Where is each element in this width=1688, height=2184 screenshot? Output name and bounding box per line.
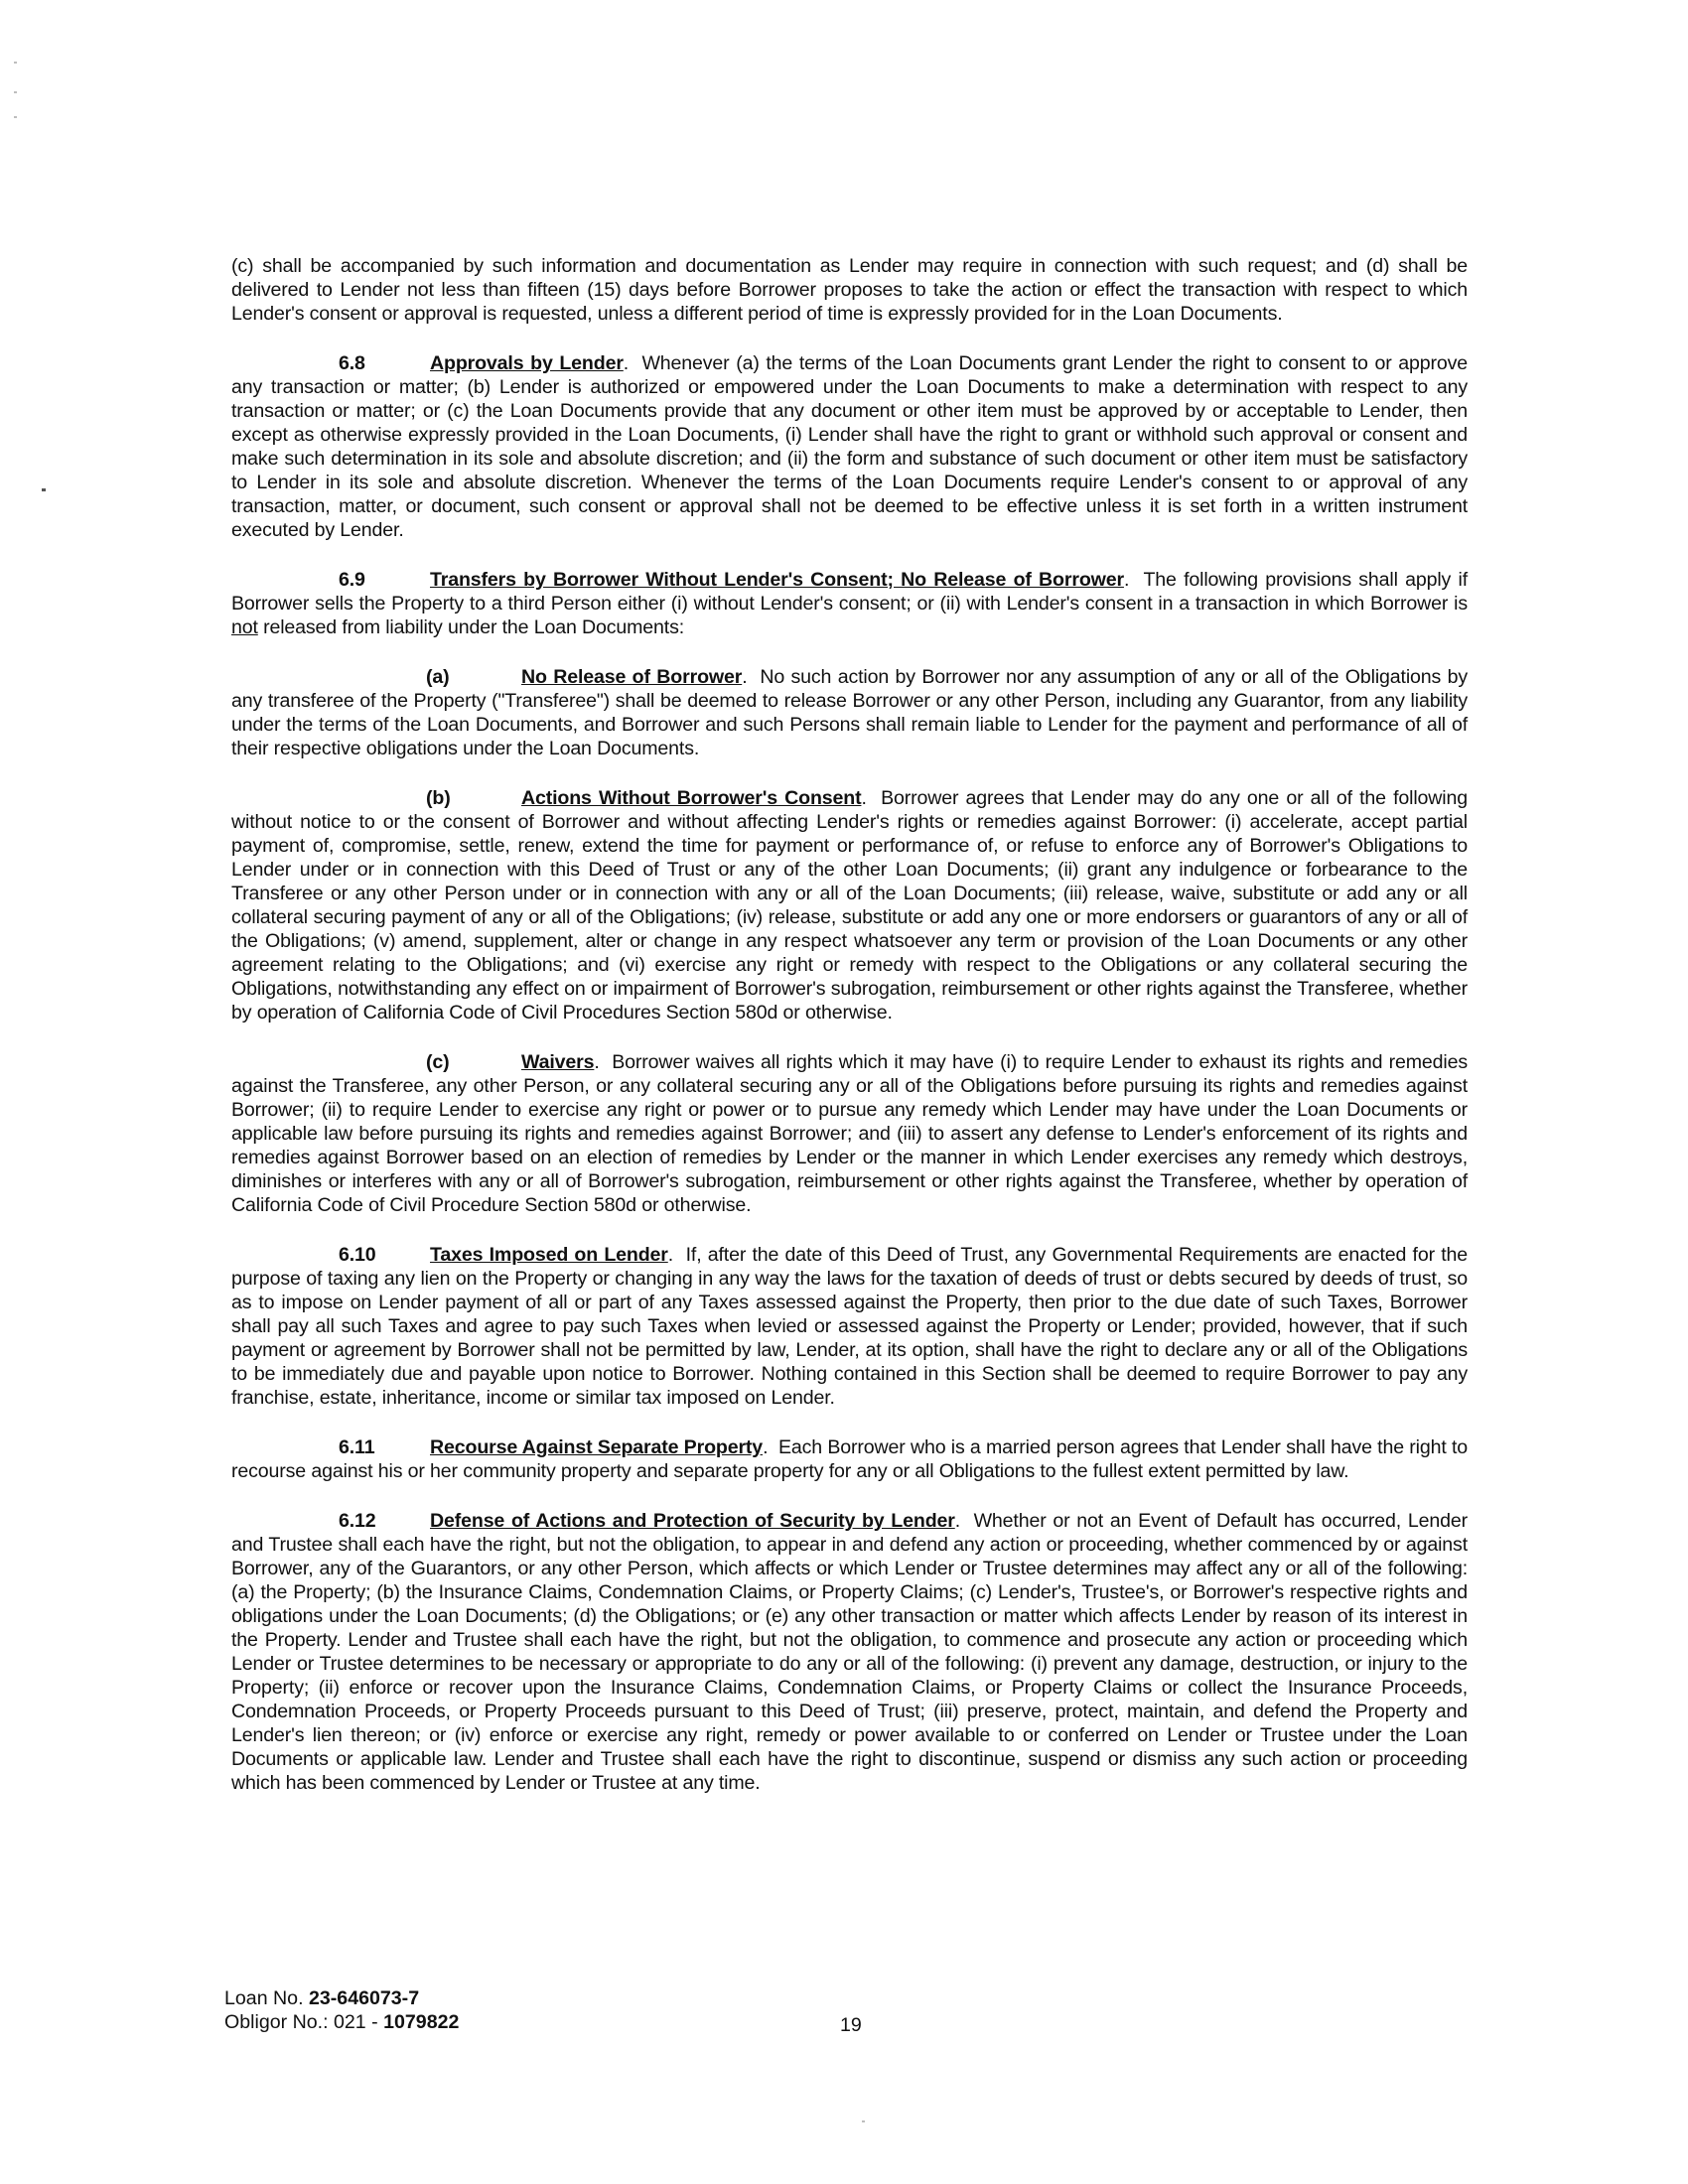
section-6-9-b: (b) Actions Without Borrower's Consent. Borrower agrees that Lender may do any one or all of the following without notice to or the consent of Borrower and without affecting Lender's rights or remedies against Borrower: (i) accelerate, accept partial payment of, compromise, settle, renew, extend the time for payment or performance of, or refuse to enforce any of Borrower's Obligations to Lender under or in connection with this Deed of Trust or any of the other Loan Documents; (ii) grant any indulgence or forbearance to the Transferee or any other Person under or in connection with any or all of the Loan Documents; (iii) release, waive, substitute or add any or all collateral securing payment of any or all of the Obligations; (iv) release, substitute or add any one or more endorsers or guarantors of any or all of the Obligations; (v) amend, supplement, alter or change in any respect whatsoever any term or provision of the Loan Documents or any other agreement relating to the Obligations; and (vi) exercise any right or remedy with respect to the Obligations or any collateral securing the Obligations, notwithstanding any effect on or impairment of Borrower's subrogation, reimbursement or other rights against the Transferee, whether by operation of California Code of Civil Procedures Section 580d or otherwise. (231, 787, 1468, 1024)
loan-number: 23-646073-7 (308, 1987, 420, 2009)
section-number: 6.9 (339, 569, 365, 591)
subsection-heading: Waivers (521, 1051, 595, 1073)
section-number: 6.8 (339, 352, 365, 374)
document-footer (224, 1986, 459, 2034)
section-number: 6.10 (339, 1244, 376, 1266)
section-6-9-a: (a) No Release of Borrower. No such action by Borrower nor any assumption of any or all of the Obligations by any transferee of the Property ("Transferee") shall be deemed to release Borrower or any other Person, including any Guarantor, from any liability under the terms of the Loan Documents, and Borrower and such Persons shall remain liable to Lender for the payment and performance of all of their respective obligations under the Loan Documents. (231, 666, 1468, 759)
loan-label: Loan No. (224, 1987, 304, 2009)
section-6-9: 6.9 Transfers by Borrower Without Lender's Consent; No Release of Borrower. The following provisions shall apply if Borrower sells the Property to a third Person either (i) without Lender's consent; or (ii) with Lender's consent in a transaction in which Borrower is not released from liability under the Loan Documents: (231, 569, 1468, 638)
section-6-9-c: (c) Waivers. Borrower waives all rights which it may have (i) to require Lender to exhaust its rights and remedies against the Transferee, any other Person, or any collateral securing any or all of the Obligations before pursuing its rights and remedies against Borrower; (ii) to require Lender to exercise any right or power or to pursue any remedy which Lender may have under the Loan Documents or applicable law before pursuing its rights and remedies against Borrower; and (iii) to assert any defense to Lender's enforcement of its rights and remedies against Borrower based on an election of remedies by Lender or the manner in which Lender exercises any remedy which destroys, diminishes or interferes with any or all of Borrower's subrogation, reimbursement or other rights against the Transferee, whether by operation of California Code of Civil Procedure Section 580d or otherwise. (231, 1051, 1468, 1216)
subsection-number: (b) (426, 787, 451, 809)
section-6-8: 6.8 Approvals by Lender. Whenever (a) the terms of the Loan Documents grant Lender the right to consent to or approve any transaction or matter; (b) Lender is authorized or empowered under the Loan Documents to make a determination with respect to any transaction or matter; or (c) the Loan Documents provide that any document or other item must be approved by or acceptable to Lender, then except as otherwise expressly provided in the Loan Documents, (i) Lender shall have the right to grant or withhold such approval or consent and make such determination in its sole and absolute discretion; and (ii) the form and substance of such document or other item must be satisfactory to Lender in its sole and absolute discretion. Whenever the terms of the Loan Documents require Lender's consent to or approval of any transaction, matter, or document, such consent or approval shall not be deemed to be effective unless it is set forth in a written instrument executed by Lender. (231, 352, 1468, 541)
section-number: 6.12 (339, 1510, 376, 1532)
obligor-number-line (224, 2010, 459, 2034)
section-heading: Transfers by Borrower Without Lender's Consent; No Release of Borrower (430, 569, 1124, 591)
subsection-number: (c) (426, 1051, 450, 1073)
document-body (231, 254, 1468, 1821)
section-body: Whenever (a) the terms of the Loan Documents grant Lender the right to consent to or approve any transaction or matter; (b) Lender is authorized or empowered under the Loan Documents to make a determination with respect to any transaction or matter; or (c) the Loan Documents provide that any document or other item must be approved by or acceptable to Lender, then except as otherwise expressly provided in the Loan Documents, (i) Lender shall have the right to grant or withhold such approval or consent and make such determination in its sole and absolute discretion; and (ii) the form and substance of such document or other item must be satisfactory to Lender in its sole and absolute discretion. Whenever the terms of the Loan Documents require Lender's consent to or approval of any transaction, matter, or document, such consent or approval shall not be deemed to be effective unless it is set forth in a written instrument executed by Lender. (231, 352, 1468, 541)
section-body-end: released from liability under the Loan Documents: (263, 616, 685, 638)
subsection-heading: No Release of Borrower (521, 666, 743, 688)
subsection-heading: Actions Without Borrower's Consent (521, 787, 862, 809)
section-body: The following provisions shall apply if Borrower sells the Property to a third Person either (i) without Lender's consent; or (ii) with Lender's consent in a transaction in which Borrower is (231, 569, 1468, 614)
page-number: 19 (840, 2014, 862, 2036)
subsection-body: Borrower waives all rights which it may have (i) to require Lender to exhaust its rights and remedies against the Transferee, any other Person, or any collateral securing any or all of the Obligations before pursuing its rights and remedies against Borrower; (ii) to require Lender to exercise any right or power or to pursue any remedy which Lender may have under the Loan Documents or applicable law before pursuing its rights and remedies against Borrower; and (iii) to assert any defense to Lender's enforcement of its rights and remedies against Borrower based on an election of remedies by Lender or the manner in which Lender exercises any remedy which destroys, diminishes or interferes with any or all of Borrower's subrogation, reimbursement or other rights against the Transferee, whether by operation of California Code of Civil Procedure Section 580d or otherwise. (231, 1051, 1468, 1216)
loan-number-line (224, 1986, 459, 2010)
emphasis-not: not (231, 616, 258, 638)
subsection-body: No such action by Borrower nor any assumption of any or all of the Obligations by any transferee of the Property ("Transferee") shall be deemed to release Borrower or any other Person, including any Guarantor, from any liability under the terms of the Loan Documents, and Borrower and such Persons shall remain liable to Lender for the payment and performance of all of their respective obligations under the Loan Documents. (231, 666, 1468, 759)
section-heading: Approvals by Lender (430, 352, 624, 374)
section-6-10: 6.10 Taxes Imposed on Lender. If, after the date of this Deed of Trust, any Governmental Requirements are enacted for the purpose of taxing any lien on the Property or changing in any way the laws for the taxation of deeds of trust or debts secured by deeds of trust, so as to impose on Lender payment of all or part of any Taxes assessed against the Property, then prior to the due date of such Taxes, Borrower shall pay all such Taxes and agree to pay such Taxes when levied or assessed against the Property or Lender; provided, however, that if such payment or agreement by Borrower shall not be permitted by law, Lender, at its option, shall have the right to declare any or all of the Obligations to be immediately due and payable upon notice to Borrower. Nothing contained in this Section shall be deemed to require Borrower to pay any franchise, estate, inheritance, income or similar tax imposed on Lender. (231, 1244, 1469, 1409)
section-body: Each Borrower who is a married person agrees that Lender shall have the right to recourse against his or her community property and separate property for any or all Obligations to the fullest extent permitted by law. (231, 1436, 1468, 1482)
obligor-number: 1079822 (383, 2011, 460, 2033)
subsection-body: Borrower agrees that Lender may do any one or all of the following without notice to or the consent of Borrower and without affecting Lender's rights or remedies against Borrower: (i) accelerate, accept partial payment of, compromise, settle, renew, extend the time for payment or performance of, or refuse to enforce any of Borrower's Obligations to Lender under or in connection with this Deed of Trust or any of the other Loan Documents; (ii) grant any indulgence or forbearance to the Transferee or any other Person under or in connection with any or all of the Loan Documents; (iii) release, waive, substitute or add any or all collateral securing payment of any or all of the Obligations; (iv) release, substitute or add any one or more endorsers or guarantors of any or all of the Obligations; (v) amend, supplement, alter or change in any respect whatsoever any term or provision of the Loan Documents or any other agreement relating to the Obligations; and (vi) exercise any right or remedy with respect to the Obligations or any collateral securing the Obligations, notwithstanding any effect on or impairment of Borrower's subrogation, reimbursement or other rights against the Transferee, whether by operation of California Code of Civil Procedures Section 580d or otherwise. (231, 787, 1468, 1024)
section-number: 6.11 (339, 1436, 375, 1458)
section-heading: Defense of Actions and Protection of Security by Lender (430, 1510, 955, 1532)
obligor-label: Obligor No.: 021 - (224, 2011, 378, 2033)
subsection-number: (a) (426, 666, 450, 688)
section-heading: Recourse Against Separate Property (430, 1436, 764, 1458)
section-body: Whether or not an Event of Default has occurred, Lender and Trustee shall each have the right, but not the obligation, to appear in and defend any action or proceeding, whether commenced by or against Borrower, any of the Guarantors, or any other Person, which affects or which Lender or Trustee determines may affect any or all of the following: (a) the Property; (b) the Insurance Claims, Condemnation Claims, or Property Claims; (c) Lender's, Trustee's, or Borrower's respective rights and obligations under the Loan Documents; (d) the Obligations; or (e) any other transaction or matter which affects Lender by reason of its interest in the Property. Lender and Trustee shall each have the right, but not the obligation, to commence and prosecute any action or proceeding which Lender or Trustee determines to be necessary or appropriate to do any or all of the following: (i) prevent any damage, destruction, or injury to the Property; (ii) enforce or recover upon the Insurance Claims, Condemnation Claims, or Property Claims or collect the Insurance Proceeds, Condemnation Proceeds, or Property Proceeds pursuant to this Deed of Trust; (iii) preserve, protect, maintain, and defend the Property and Lender's lien thereon; or (iv) enforce or exercise any right, remedy or power available to or conferred on Lender or Trustee under the Loan Documents or applicable law. Lender and Trustee shall each have the right to discontinue, suspend or dismiss any such action or proceeding which has been commenced by Lender or Trustee at any time. (231, 1510, 1468, 1794)
section-6-12: 6.12 Defense of Actions and Protection of Security by Lender. Whether or not an Event of Default has occurred, Lender and Trustee shall each have the right, but not the obligation, to appear in and defend any action or proceeding, whether commenced by or against Borrower, any of the Guarantors, or any other Person, which affects or which Lender or Trustee determines may affect any or all of the following: (a) the Property; (b) the Insurance Claims, Condemnation Claims, or Property Claims; (c) Lender's, Trustee's, or Borrower's respective rights and obligations under the Loan Documents; (d) the Obligations; or (e) any other transaction or matter which affects Lender by reason of its interest in the Property. Lender and Trustee shall each have the right, but not the obligation, to commence and prosecute any action or proceeding which Lender or Trustee determines to be necessary or appropriate to do any or all of the following: (i) prevent any damage, destruction, or injury to the Property; (ii) enforce or recover upon the Insurance Claims, Condemnation Claims, or Property Claims or collect the Insurance Proceeds, Condemnation Proceeds, or Property Proceeds pursuant to this Deed of Trust; (iii) preserve, protect, maintain, and defend the Property and Lender's lien thereon; or (iv) enforce or exercise any right, remedy or power available to or conferred on Lender or Trustee under the Loan Documents or applicable law. Lender and Trustee shall each have the right to discontinue, suspend or dismiss any such action or proceeding which has been commenced by Lender or Trustee at any time. (231, 1510, 1468, 1794)
continuation-paragraph: (c) shall be accompanied by such information and documentation as Lender may require in connection with such request; and (d) shall be delivered to Lender not less than fifteen (15) days before Borrower proposes to take the action or effect the transaction with respect to which Lender's consent or approval is requested, unless a different period of time is expressly provided for in the Loan Documents. (231, 255, 1468, 325)
section-heading: Taxes Imposed on Lender (430, 1244, 668, 1266)
section-6-11: 6.11 Recourse Against Separate Property. Each Borrower who is a married person agrees that Lender shall have the right to recourse against his or her community property and separate property for any or all Obligations to the fullest extent permitted by law. (231, 1436, 1468, 1482)
section-body: If, after the date of this Deed of Trust, any Governmental Requirements are enacted for the purpose of taxing any lien on the Property or changing in any way the laws for the taxation of deeds of trust or debts secured by deeds of trust, so as to impose on Lender payment of all or part of any Taxes assessed against the Property, then prior to the due date of such Taxes, Borrower shall pay all such Taxes and agree to pay such Taxes when levied or assessed against the Property or Lender; provided, however, that if such payment or agreement by Borrower shall not be permitted by law, Lender, at its option, shall have the right to declare any or all of the Obligations to be immediately due and payable upon notice to Borrower. Nothing contained in this Section shall be deemed to require Borrower to pay any franchise, estate, inheritance, income or similar tax imposed on Lender. (231, 1244, 1469, 1409)
